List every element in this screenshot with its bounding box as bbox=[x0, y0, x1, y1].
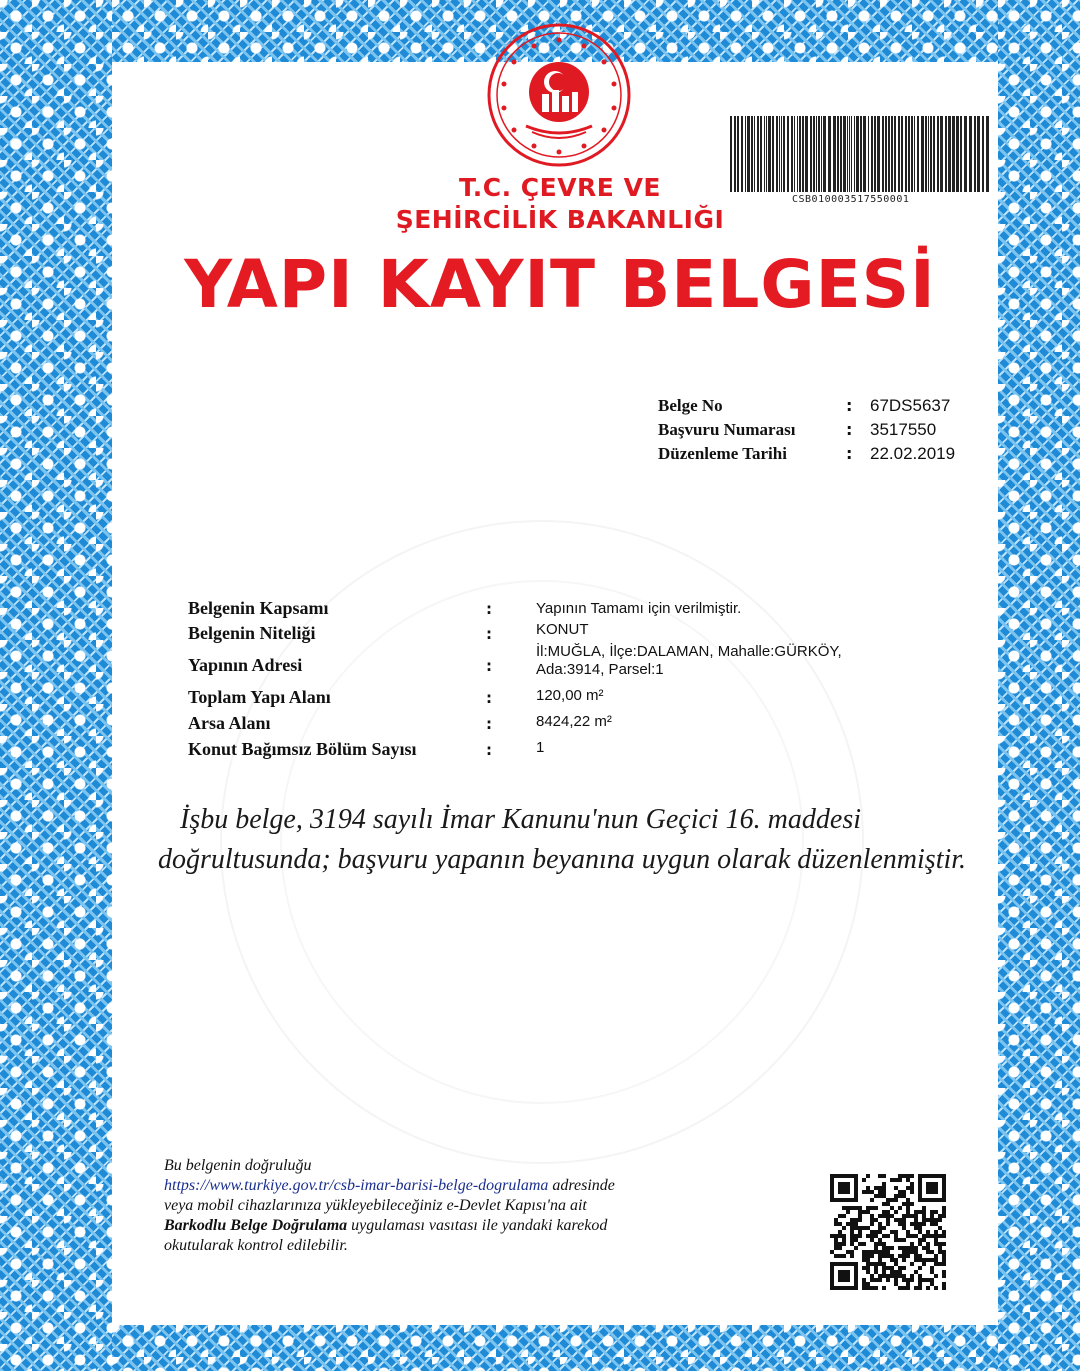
info-row-bolum-sayisi bbox=[188, 739, 928, 765]
info-colon: : bbox=[486, 741, 492, 759]
meta-colon: : bbox=[846, 396, 853, 415]
meta-label: Belge No bbox=[658, 396, 723, 415]
verification-line4-rest: uygulaması vasıtası ile yandaki karekod bbox=[347, 1217, 608, 1234]
info-row-toplam-alan bbox=[188, 687, 928, 713]
ministry-name-line2: ŞEHİRCİLİK BAKANLIĞI bbox=[395, 205, 725, 234]
decorative-border-bottom bbox=[112, 1325, 998, 1371]
ministry-name-line1: T.C. ÇEVRE VE bbox=[458, 173, 662, 202]
verification-line1: Bu belgenin doğruluğu bbox=[164, 1157, 312, 1174]
meta-value: 3517550 bbox=[870, 420, 937, 439]
ministry-name bbox=[380, 172, 740, 236]
barcode-number: CSB010003517550001 bbox=[792, 194, 910, 205]
info-colon: : bbox=[486, 657, 492, 675]
info-row-arsa-alani bbox=[188, 713, 928, 739]
info-label: Arsa Alanı bbox=[188, 713, 271, 733]
meta-value: 22.02.2019 bbox=[870, 444, 956, 463]
info-value: Yapının Tamamı için verilmiştir. bbox=[536, 600, 742, 617]
info-label: Belgenin Kapsamı bbox=[188, 598, 329, 618]
meta-colon: : bbox=[846, 420, 853, 439]
info-value-line2: Ada:3914, Parsel:1 bbox=[536, 661, 664, 678]
document-info-table bbox=[188, 598, 928, 765]
info-label: Toplam Yapı Alanı bbox=[188, 687, 331, 707]
info-colon: : bbox=[486, 715, 492, 733]
info-label: Konut Bağımsız Bölüm Sayısı bbox=[188, 739, 417, 759]
meta-colon: : bbox=[846, 444, 853, 463]
verification-note bbox=[164, 1156, 784, 1256]
meta-value: 67DS5637 bbox=[870, 396, 951, 415]
verification-line4 bbox=[164, 1216, 784, 1236]
meta-label: Düzenleme Tarihi bbox=[658, 444, 787, 463]
info-value: 8424,22 m² bbox=[536, 713, 612, 730]
verification-line5: okutularak kontrol edilebilir. bbox=[164, 1237, 348, 1254]
info-row-adres bbox=[188, 643, 928, 687]
info-row-kapsam bbox=[188, 598, 928, 623]
document-title: YAPI KAYIT BELGESİ bbox=[184, 246, 936, 323]
barcode bbox=[728, 116, 994, 192]
info-value: İl:MUĞLA, İlçe:DALAMAN, Mahalle:GÜRKÖY, bbox=[536, 643, 842, 660]
meta-label: Başvuru Numarası bbox=[658, 420, 796, 439]
info-value: 120,00 m² bbox=[536, 687, 604, 704]
info-label: Yapının Adresi bbox=[188, 655, 303, 675]
info-label: Belgenin Niteliği bbox=[188, 623, 316, 643]
info-value: KONUT bbox=[536, 621, 589, 638]
decorative-border-left bbox=[0, 0, 112, 1371]
verification-app-name: Barkodlu Belge Doğrulama bbox=[164, 1217, 348, 1234]
info-colon: : bbox=[486, 600, 492, 618]
verification-after-url: adresinde bbox=[548, 1177, 615, 1194]
verification-line2 bbox=[164, 1176, 784, 1196]
legal-statement: İşbu belge, 3194 sayılı İmar Kanunu'nun Geçici 16. maddesi doğrultusunda; başvuru yapanın beyanına uygun olarak düzenlenmiştir. bbox=[158, 804, 967, 875]
qr-code[interactable] bbox=[830, 1174, 946, 1290]
verification-url-link[interactable]: https://www.turkiye.gov.tr/csb-imar-barisi-belge-dogrulama bbox=[164, 1177, 549, 1194]
ministry-seal-icon bbox=[486, 22, 632, 168]
decorative-border-right bbox=[998, 0, 1080, 1371]
info-colon: : bbox=[486, 625, 492, 643]
info-value: 1 bbox=[536, 739, 545, 756]
info-colon: : bbox=[486, 689, 492, 707]
verification-line3: veya mobil cihazlarınıza yükleyebileceğiniz e-Devlet Kapısı'na ait bbox=[164, 1197, 587, 1214]
